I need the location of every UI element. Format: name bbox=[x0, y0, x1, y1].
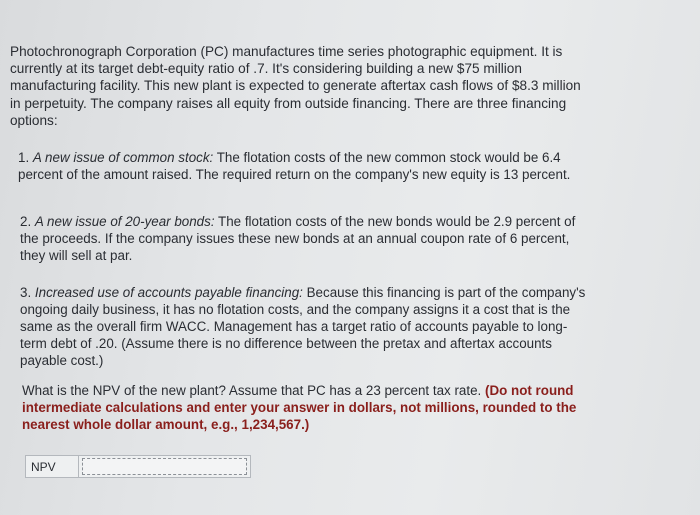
npv-answer-row bbox=[25, 455, 251, 478]
option-text: The flotation costs of the new bonds would be 2.9 percent of the proceeds. If the company issues these new bonds at an annual coupon rate of 6 percent, they will sell at par. bbox=[20, 214, 576, 263]
question-prompt bbox=[22, 382, 587, 433]
option-number: 3. bbox=[20, 285, 32, 300]
problem-intro: Photochronograph Corporation (PC) manufactures time series photographic equipment. It is currently at its target debt-equity ratio of .7. It's considering building a new $75 million manufacturing facility. This new plant is expected to generate aftertax cash flows of $8.3 million in perpetuity. The company raises all equity from outside financing. There are three financing options: bbox=[10, 44, 581, 128]
option-text: The flotation costs of the new common stock would be 6.4 percent of the amount raised. The required return on the company's new equity is 13 percent. bbox=[18, 150, 571, 182]
npv-input[interactable] bbox=[82, 458, 247, 475]
question-text: What is the NPV of the new plant? Assume that PC has a 23 percent tax rate. bbox=[22, 383, 485, 398]
financing-option-1 bbox=[18, 149, 588, 183]
option-title: A new issue of common stock: bbox=[32, 150, 214, 165]
option-text: Because this financing is part of the company's ongoing daily business, it has no flotation costs, and the company assigns it a cost that is the same as the overall firm WACC. Management has a target ratio of accounts payable to long-term debt of .20. (Assume there is no difference between the pretax and aftertax accounts payable cost.) bbox=[20, 285, 586, 368]
option-number: 1. bbox=[18, 150, 30, 165]
financing-option-2 bbox=[20, 213, 590, 264]
option-title: Increased use of accounts payable financing: bbox=[34, 285, 303, 300]
financing-option-3 bbox=[20, 284, 590, 369]
option-title: A new issue of 20-year bonds: bbox=[34, 214, 215, 229]
answer-instructions: (Do not round intermediate calculations and enter your answer in dollars, not millions, rounded to the nearest whole dollar amount, e.g., 1,234,567.) bbox=[22, 383, 577, 432]
option-number: 2. bbox=[20, 214, 32, 229]
npv-label: NPV bbox=[26, 456, 79, 477]
